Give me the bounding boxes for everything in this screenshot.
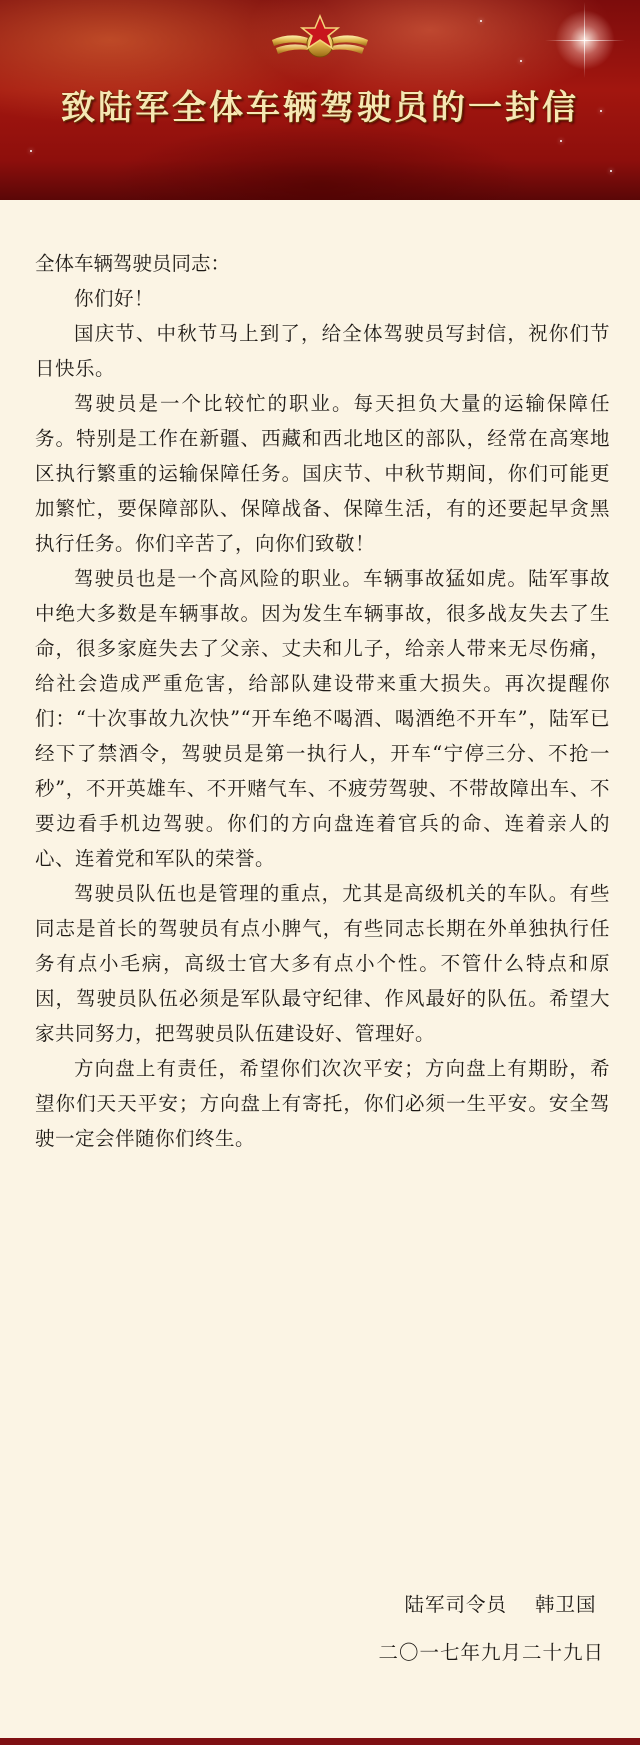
sparkle [560, 140, 562, 142]
salutation: 全体车辆驾驶员同志： [35, 252, 231, 275]
letter-banner [0, 0, 640, 200]
signature-line [378, 1589, 604, 1621]
paragraph-closing: 方向盘上有责任，希望你们次次平安；方向盘上有期盼，希望你们天天平安；方向盘上有寄托，你们必须一生平安。安全驾驶一定会伴随你们终生。 [35, 1057, 610, 1150]
paragraph-holiday: 国庆节、中秋节马上到了，给全体驾驶员写封信，祝你们节日快乐。 [35, 322, 610, 380]
paragraph-greeting: 你们好！ [74, 287, 155, 310]
bottom-border [0, 1738, 640, 1745]
sparkle [610, 170, 612, 172]
signature-date: 二〇一七年九月二十九日 [378, 1641, 604, 1664]
paragraph-busy-job: 驾驶员是一个比较忙的职业。每天担负大量的运输保障任务。特别是工作在新疆、西藏和西北地区的部队，经常在高寒地区执行繁重的运输保障任务。国庆节、中秋节期间，你们可能更加繁忙，要保障部队、保障战备、保障生活，有的还要起早贪黑执行任务。你们辛苦了，向你们致敬！ [35, 392, 610, 555]
sparkle [520, 60, 522, 62]
signature-block [378, 1589, 604, 1669]
banner-title: 致陆军全体车辆驾驶员的一封信 [61, 88, 579, 128]
signature-title: 陆军司令员 [404, 1593, 507, 1616]
light-ray [545, 40, 625, 41]
light-ray [584, 2, 585, 78]
paragraph-high-risk: 驾驶员也是一个高风险的职业。车辆事故猛如虎。陆军事故中绝大多数是车辆事故。因为发生车辆事故，很多战友失去了生命，很多家庭失去了父亲、丈夫和儿子，给亲人带来无尽伤痛，给社会造成严重危害，给部队建设带来重大损失。再次提醒你们：“十次事故九次快”“开车绝不喝酒、喝酒绝不开车”，陆军已经下了禁酒令，驾驶员是第一执行人，开车“宁停三分、不抢一秒”，不开英雄车、不开赌气车、不疲劳驾驶、不带故障出车、不要边看手机边驾驶。你们的方向盘连着官兵的命、连着亲人的心、连着党和军队的荣誉。 [35, 567, 610, 870]
paragraph-management: 驾驶员队伍也是管理的重点，尤其是高级机关的车队。有些同志是首长的驾驶员有点小脾气，有些同志长期在外单独执行任务有点小毛病，高级士官大多有点小个性。不管什么特点和原因，驾驶员队伍必须是军队最守纪律、作风最好的队伍。希望大家共同努力，把驾驶员队伍建设好、管理好。 [35, 882, 610, 1045]
letter-body [35, 246, 610, 1156]
signature-name: 韩卫国 [535, 1593, 597, 1616]
sparkle [30, 150, 32, 152]
army-star-emblem-icon [270, 14, 370, 66]
sparkle [480, 20, 482, 22]
